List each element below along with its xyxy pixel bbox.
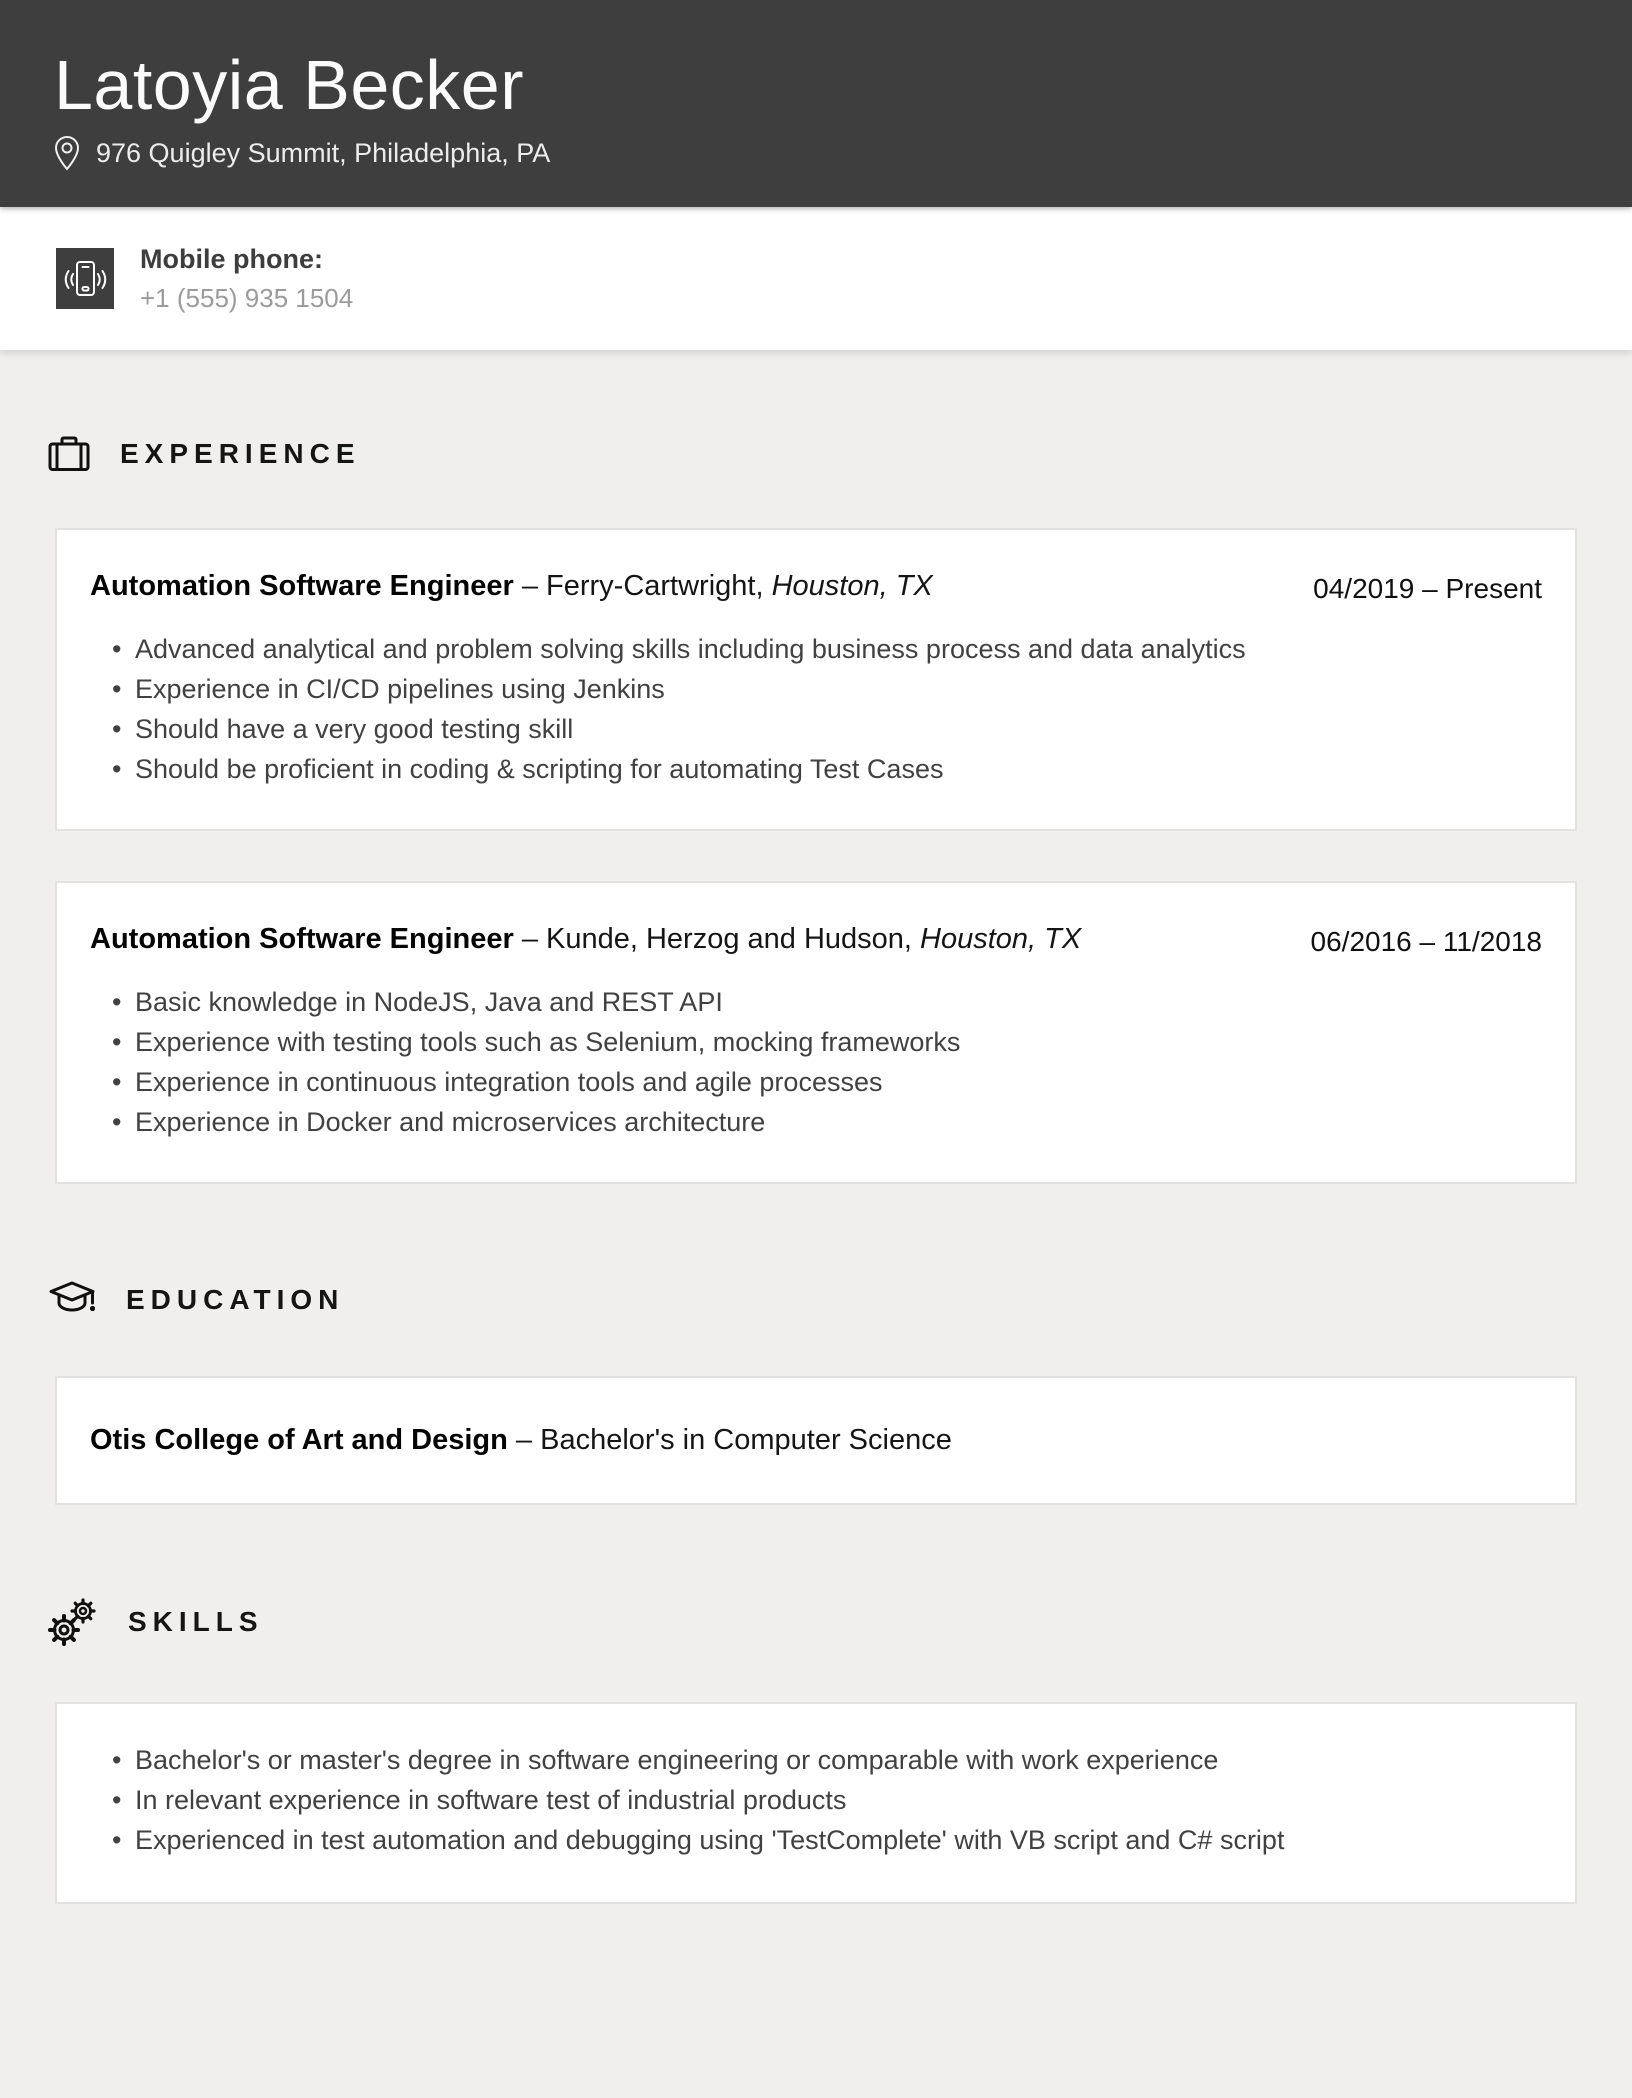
contact-label: Mobile phone: bbox=[140, 243, 323, 274]
resume-header bbox=[0, 0, 1632, 207]
contact-bar bbox=[0, 207, 1632, 350]
contact-phone-number: +1 (555) 935 1504 bbox=[140, 282, 354, 313]
skills-bullet-list bbox=[90, 1740, 1542, 1860]
graduation-cap-icon bbox=[48, 1279, 96, 1321]
job-bullet: • Experience in continuous integration tools and agile processes bbox=[90, 1062, 1542, 1102]
location-pin-icon bbox=[54, 135, 80, 171]
job-bullet-list bbox=[90, 629, 1542, 789]
job-dates: 04/2019 – Present bbox=[1313, 573, 1542, 604]
entry-title bbox=[90, 921, 1081, 958]
mobile-phone-icon bbox=[56, 248, 114, 309]
job-dates: 06/2016 – 11/2018 bbox=[1310, 926, 1542, 957]
skills-card bbox=[55, 1702, 1577, 1904]
education-heading-label: EDUCATION bbox=[126, 1284, 345, 1315]
job-bullet: • Experience in Docker and microservices architecture bbox=[90, 1102, 1542, 1142]
experience-entry-card bbox=[55, 881, 1577, 1184]
entry-header bbox=[90, 921, 1542, 958]
gears-icon bbox=[48, 1597, 98, 1647]
person-name: Latoyia Becker bbox=[54, 46, 525, 124]
skill-bullet: • Experienced in test automation and debugging using 'TestComplete' with VB script and C# script bbox=[90, 1820, 1542, 1860]
job-company: – Ferry-Cartwright, bbox=[521, 570, 764, 602]
job-bullet: • Should have a very good testing skill bbox=[90, 709, 1542, 749]
skills-section-heading bbox=[48, 1597, 1577, 1647]
job-role: Automation Software Engineer bbox=[90, 570, 514, 602]
experience-heading-label: EXPERIENCE bbox=[120, 437, 361, 469]
job-bullet-list bbox=[90, 982, 1542, 1142]
entry-header bbox=[90, 568, 1542, 605]
job-location: Houston, TX bbox=[920, 923, 1082, 955]
contact-info bbox=[140, 244, 353, 314]
degree-name: – Bachelor's in Computer Science bbox=[515, 1424, 952, 1456]
education-section-heading bbox=[48, 1279, 1577, 1321]
skill-bullet: • In relevant experience in software test of industrial products bbox=[90, 1780, 1542, 1820]
address-text: 976 Quigley Summit, Philadelphia, PA bbox=[96, 137, 551, 168]
job-bullet: • Experience in CI/CD pipelines using Jenkins bbox=[90, 669, 1542, 709]
job-role: Automation Software Engineer bbox=[90, 923, 514, 955]
job-company: – Kunde, Herzog and Hudson, bbox=[521, 923, 912, 955]
entry-title bbox=[90, 1422, 1542, 1459]
experience-section-heading bbox=[48, 435, 1577, 472]
school-name: Otis College of Art and Design bbox=[90, 1424, 508, 1456]
job-bullet: • Experience with testing tools such as Selenium, mocking frameworks bbox=[90, 1022, 1542, 1062]
skills-heading-label: SKILLS bbox=[128, 1606, 264, 1637]
address-row bbox=[54, 135, 1592, 171]
education-entry-card bbox=[55, 1376, 1577, 1505]
experience-entry-card bbox=[55, 528, 1577, 831]
skill-bullet: • Bachelor's or master's degree in software engineering or comparable with work experience bbox=[90, 1740, 1542, 1780]
resume-body bbox=[0, 435, 1632, 1904]
briefcase-icon bbox=[48, 435, 90, 472]
job-bullet: • Basic knowledge in NodeJS, Java and REST API bbox=[90, 982, 1542, 1022]
job-bullet: • Advanced analytical and problem solving skills including business process and data analytics bbox=[90, 629, 1542, 669]
job-bullet: • Should be proficient in coding & scripting for automating Test Cases bbox=[90, 749, 1542, 789]
job-location: Houston, TX bbox=[771, 570, 933, 602]
entry-title bbox=[90, 568, 933, 605]
